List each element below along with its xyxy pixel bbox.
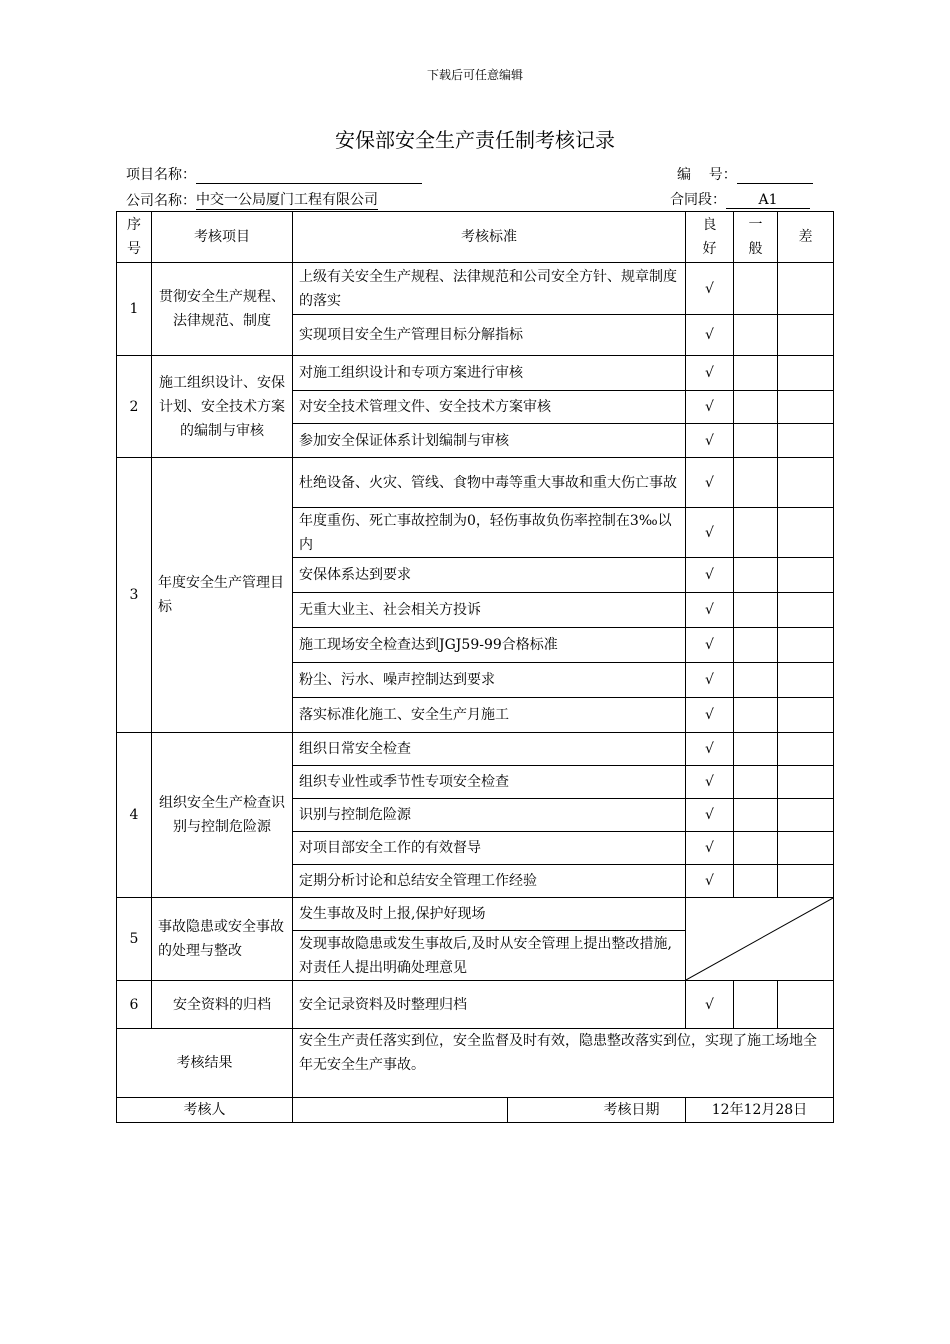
diagonal-strike	[686, 898, 833, 980]
general-check-cell[interactable]	[734, 698, 778, 733]
group-seq: 4	[117, 733, 152, 898]
general-check-cell[interactable]	[734, 799, 778, 832]
poor-check-cell[interactable]	[778, 663, 834, 698]
poor-check-cell[interactable]	[778, 832, 834, 865]
general-check-cell[interactable]	[734, 508, 778, 558]
group-seq: 6	[117, 981, 152, 1029]
company-label: 公司名称：	[126, 193, 196, 209]
general-check-cell[interactable]	[734, 424, 778, 458]
poor-check-cell[interactable]	[778, 391, 834, 424]
good-check-cell[interactable]: √	[686, 315, 734, 356]
contract-label: 合同段：	[670, 192, 726, 208]
general-check-cell[interactable]	[734, 663, 778, 698]
standard-cell: 实现项目安全生产管理目标分解指标	[293, 315, 686, 356]
company-row	[126, 189, 378, 210]
project-name-field[interactable]	[196, 167, 422, 184]
standard-cell: 安保体系达到要求	[293, 558, 686, 593]
good-check-cell[interactable]: √	[686, 263, 734, 315]
poor-check-cell[interactable]	[778, 628, 834, 663]
standard-cell: 安全记录资料及时整理归档	[293, 981, 686, 1029]
poor-check-cell[interactable]	[778, 865, 834, 898]
group-seq: 5	[117, 898, 152, 981]
table-row	[117, 356, 834, 391]
group-seq: 1	[117, 263, 152, 356]
group-item: 年度安全生产管理目标	[152, 458, 293, 733]
general-check-cell[interactable]	[734, 832, 778, 865]
standard-cell: 粉尘、污水、噪声控制达到要求	[293, 663, 686, 698]
general-check-cell[interactable]	[734, 356, 778, 391]
group-seq: 3	[117, 458, 152, 733]
general-check-cell[interactable]	[734, 263, 778, 315]
group-item: 安全资料的归档	[152, 981, 293, 1029]
header-item: 考核项目	[152, 212, 293, 263]
standard-cell: 施工现场安全检查达到JGJ59-99合格标准	[293, 628, 686, 663]
poor-check-cell[interactable]	[778, 315, 834, 356]
group-item: 事故隐患或安全事故的处理与整改	[152, 898, 293, 981]
good-check-cell[interactable]: √	[686, 865, 734, 898]
footer-row	[117, 1098, 834, 1123]
good-check-cell[interactable]: √	[686, 628, 734, 663]
header-poor: 差	[778, 212, 834, 263]
standard-cell: 落实标准化施工、安全生产月施工	[293, 698, 686, 733]
good-check-cell[interactable]: √	[686, 663, 734, 698]
group-item: 组织安全生产检查识别与控制危险源	[152, 733, 293, 898]
contract-row	[670, 189, 810, 209]
general-check-cell[interactable]	[734, 458, 778, 508]
date-label: 考核日期	[603, 1102, 660, 1118]
date-value[interactable]: 12年12月28日	[686, 1098, 834, 1123]
table-row	[117, 898, 834, 931]
company-name-field[interactable]: 中交一公局厦门工程有限公司	[196, 189, 378, 210]
number-row	[677, 164, 813, 184]
general-check-cell[interactable]	[734, 558, 778, 593]
standard-cell: 发现事故隐患或发生事故后,及时从安全管理上提出整改措施,对责任人提出明确处理意见	[293, 931, 686, 981]
table-row	[117, 458, 834, 508]
standard-cell: 识别与控制危险源	[293, 799, 686, 832]
table-row	[117, 981, 834, 1029]
result-text: 安全生产责任落实到位，安全监督及时有效，隐患整改落实到位，实现了施工场地全年无安全生产事故。	[293, 1029, 834, 1098]
standard-cell: 对施工组织设计和专项方案进行审核	[293, 356, 686, 391]
standard-cell: 无重大业主、社会相关方投诉	[293, 593, 686, 628]
result-row	[117, 1029, 834, 1098]
standard-cell: 组织日常安全检查	[293, 733, 686, 766]
contract-field[interactable]: A1	[726, 192, 810, 209]
poor-check-cell[interactable]	[778, 263, 834, 315]
number-field[interactable]	[737, 167, 813, 184]
table-row	[117, 263, 834, 315]
assessor-name-field[interactable]	[293, 1098, 508, 1122]
good-check-cell[interactable]: √	[686, 733, 734, 766]
general-check-cell[interactable]	[734, 865, 778, 898]
standard-cell: 参加安全保证体系计划编制与审核	[293, 424, 686, 458]
general-check-cell[interactable]	[734, 766, 778, 799]
project-name-row	[126, 164, 422, 184]
general-check-cell[interactable]	[734, 733, 778, 766]
good-check-cell[interactable]: √	[686, 832, 734, 865]
standard-cell: 对项目部安全工作的有效督导	[293, 832, 686, 865]
standard-cell: 定期分析讨论和总结安全管理工作经验	[293, 865, 686, 898]
page-title: 安保部安全生产责任制考核记录	[335, 128, 615, 152]
group-item: 贯彻安全生产规程、法律规范、制度	[152, 263, 293, 356]
poor-check-cell[interactable]	[778, 733, 834, 766]
good-check-cell[interactable]: √	[686, 508, 734, 558]
assessor-label: 考核人	[117, 1098, 293, 1123]
good-check-cell[interactable]: √	[686, 799, 734, 832]
good-check-cell[interactable]: √	[686, 593, 734, 628]
poor-check-cell[interactable]	[778, 593, 834, 628]
good-check-cell[interactable]: √	[686, 981, 734, 1029]
poor-check-cell[interactable]	[778, 458, 834, 508]
standard-cell: 年度重伤、死亡事故控制为0，轻伤事故负伤率控制在3‰以内	[293, 508, 686, 558]
table-header-row	[117, 212, 834, 263]
poor-check-cell[interactable]	[778, 424, 834, 458]
good-check-cell[interactable]: √	[686, 391, 734, 424]
group-seq: 2	[117, 356, 152, 458]
poor-check-cell[interactable]	[778, 799, 834, 832]
group-item: 施工组织设计、安保计划、安全技术方案的编制与审核	[152, 356, 293, 458]
project-name-label: 项目名称：	[126, 167, 196, 183]
header-general: 一般	[734, 212, 778, 263]
header-good: 良好	[686, 212, 734, 263]
header-seq: 序号	[117, 212, 152, 263]
poor-check-cell[interactable]	[778, 766, 834, 799]
general-check-cell[interactable]	[734, 391, 778, 424]
poor-check-cell[interactable]	[778, 981, 834, 1029]
assessment-table	[116, 211, 834, 1123]
good-check-cell[interactable]: √	[686, 766, 734, 799]
standard-cell: 杜绝设备、火灾、管线、食物中毒等重大事故和重大伤亡事故	[293, 458, 686, 508]
poor-check-cell[interactable]	[778, 356, 834, 391]
header-standard: 考核标准	[293, 212, 686, 263]
standard-cell: 对安全技术管理文件、安全技术方案审核	[293, 391, 686, 424]
standard-cell: 发生事故及时上报,保护好现场	[293, 898, 686, 931]
strikeout-cell	[686, 898, 834, 981]
standard-cell: 组织专业性或季节性专项安全检查	[293, 766, 686, 799]
number-label: 编 号：	[677, 167, 737, 183]
assessor-field[interactable]	[293, 1098, 686, 1123]
top-note: 下载后可任意编辑	[426, 68, 523, 82]
poor-check-cell[interactable]	[778, 508, 834, 558]
poor-check-cell[interactable]	[778, 558, 834, 593]
general-check-cell[interactable]	[734, 628, 778, 663]
poor-check-cell[interactable]	[778, 698, 834, 733]
general-check-cell[interactable]	[734, 981, 778, 1029]
general-check-cell[interactable]	[734, 593, 778, 628]
table-row	[117, 733, 834, 766]
standard-cell: 上级有关安全生产规程、法律规范和公司安全方针、规章制度的落实	[293, 263, 686, 315]
result-label: 考核结果	[117, 1029, 293, 1098]
good-check-cell[interactable]: √	[686, 558, 734, 593]
general-check-cell[interactable]	[734, 315, 778, 356]
good-check-cell[interactable]: √	[686, 698, 734, 733]
good-check-cell[interactable]: √	[686, 424, 734, 458]
good-check-cell[interactable]: √	[686, 458, 734, 508]
assessment-table-body	[117, 212, 834, 1123]
good-check-cell[interactable]: √	[686, 356, 734, 391]
